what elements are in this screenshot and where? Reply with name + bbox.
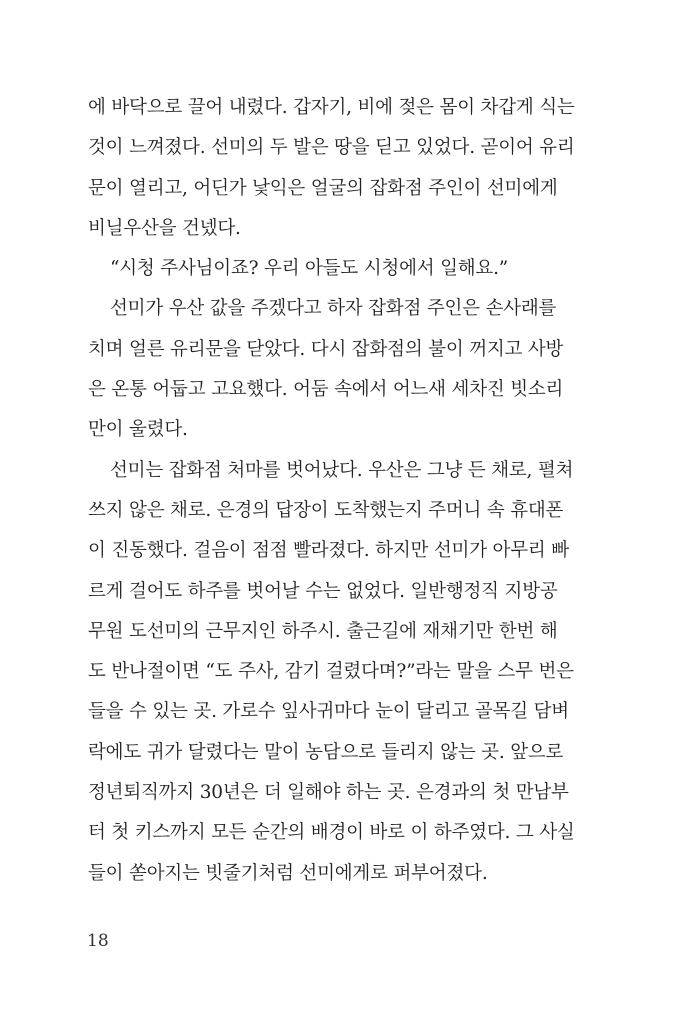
text-line: 무원 도선미의 근무지인 하주시. 출근길에 재채기만 한번 해: [88, 620, 558, 642]
text-line: 락에도 귀가 달렸다는 말이 농담으로 들리지 않는 곳. 앞으로: [88, 741, 564, 763]
text-line: 터 첫 키스까지 모든 순간의 배경이 바로 이 하주였다. 그 사실: [88, 822, 575, 844]
text-line: 만이 울렸다.: [88, 419, 188, 441]
text-line: 들이 쏟아지는 빗줄기처럼 선미에게로 퍼부어졌다.: [88, 862, 488, 884]
text-line: 에 바닥으로 끌어 내렸다. 갑자기, 비에 젖은 몸이 차갑게 식는: [88, 97, 575, 118]
text-line: 것이 느껴졌다. 선미의 두 발은 땅을 딛고 있었다. 곧이어 유리: [88, 137, 575, 159]
page-number: 18: [87, 931, 109, 951]
text-line: 쓰지 않은 채로. 은경의 답장이 도착했는지 주머니 속 휴대폰: [88, 499, 564, 521]
page-body: [88, 88, 588, 894]
text-line-dialogue: “시청 주사님이죠? 우리 아들도 시청에서 일해요.”: [110, 258, 509, 280]
text-line: 도 반나절이면 “도 주사, 감기 걸렸다며?”라는 말을 스무 번은: [88, 661, 574, 683]
text-line: 선미가 우산 값을 주겠다고 하자 잡화점 주인은 손사래를: [110, 298, 557, 320]
text-line: 들을 수 있는 곳. 가로수 잎사귀마다 눈이 달리고 골목길 담벼: [88, 701, 569, 723]
text-line: 르게 걸어도 하주를 벗어날 수는 없었다. 일반행정직 지방공: [88, 580, 558, 602]
text-line: 정년퇴직까지 30년은 더 일해야 하는 곳. 은경과의 첫 만남부: [88, 782, 569, 804]
text-line: 치며 얼른 유리문을 닫았다. 다시 잡화점의 불이 꺼지고 사방: [88, 338, 564, 360]
text-line: 문이 열리고, 어딘가 낯익은 얼굴의 잡화점 주인이 선미에게: [88, 177, 558, 199]
text-line: 비닐우산을 건넸다.: [88, 217, 241, 239]
text-line: 선미는 잡화점 처마를 벗어났다. 우산은 그냥 든 채로, 펼쳐: [110, 459, 574, 481]
text-line: 이 진동했다. 걸음이 점점 빨라졌다. 하지만 선미가 아무리 빠: [88, 540, 569, 562]
text-line: 은 온통 어둡고 고요했다. 어둠 속에서 어느새 세차진 빗소리: [88, 379, 564, 401]
